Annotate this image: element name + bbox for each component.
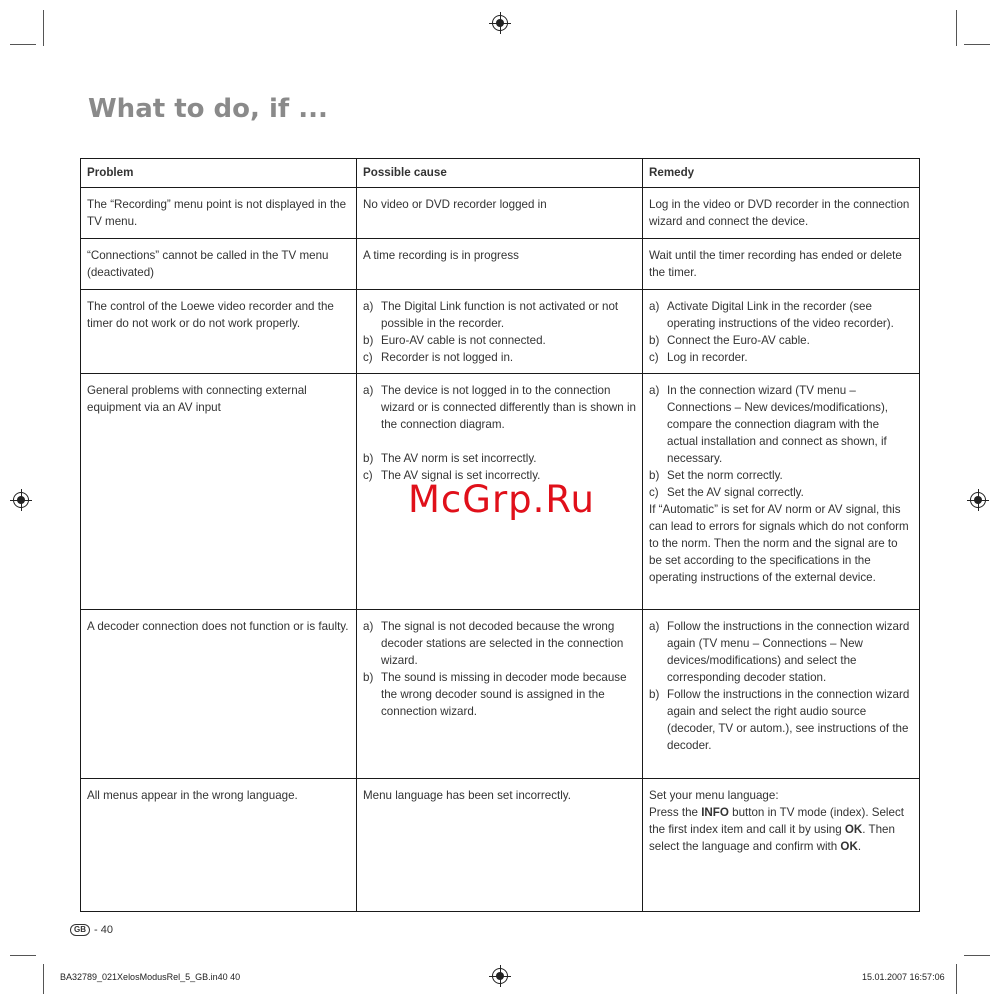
- list-marker: b): [363, 671, 374, 684]
- text-run: Press the: [649, 806, 702, 819]
- list-item: [363, 450, 636, 467]
- list-item: [363, 669, 636, 720]
- cause-cell: [357, 290, 643, 374]
- crop-mark: [43, 964, 44, 994]
- list-item: [649, 686, 913, 754]
- crop-mark: [10, 44, 36, 45]
- crop-mark: [43, 10, 44, 46]
- problem-cell: “Connections” cannot be called in the TV menu (deactivated): [81, 239, 357, 290]
- list-marker: c): [363, 469, 373, 482]
- list-text: Follow the instructions in the connection wizard again (TV menu – Connections – New devices/modifications) and select the corresponding decoder station.: [667, 620, 910, 684]
- text-run: . Then select the language and confirm with: [649, 823, 895, 853]
- table-row: [81, 188, 920, 239]
- list-text: The AV signal is set incorrectly.: [381, 469, 541, 482]
- list-text: The AV norm is set incorrectly.: [381, 452, 537, 465]
- page-number-text: - 40: [94, 924, 113, 936]
- table-row: [81, 779, 920, 912]
- problem-cell: All menus appear in the wrong language.: [81, 779, 357, 912]
- remedy-cell: [643, 610, 920, 779]
- header-possible-cause: Possible cause: [357, 159, 643, 188]
- list-text: Set the AV signal correctly.: [667, 486, 804, 499]
- list-marker: a): [363, 384, 374, 397]
- remedy-cell: Log in the video or DVD recorder in the connection wizard and connect the device.: [643, 188, 920, 239]
- text-run: .: [857, 840, 862, 853]
- cause-cell: A time recording is in progress: [357, 239, 643, 290]
- remedy-line: Set your menu language:: [649, 789, 779, 802]
- list-marker: a): [363, 620, 374, 633]
- crop-mark: [964, 44, 990, 45]
- list-item: [363, 382, 636, 433]
- key-label: INFO: [701, 806, 729, 819]
- list-marker: b): [363, 334, 374, 347]
- list-text: Euro-AV cable is not connected.: [381, 334, 546, 347]
- crop-mark: [10, 955, 36, 956]
- remedy-cell: [643, 374, 920, 610]
- table-row: [81, 239, 920, 290]
- list-item: [649, 298, 913, 332]
- problem-cell: The control of the Loewe video recorder and the timer do not work or do not work properly.: [81, 290, 357, 374]
- list-marker: a): [649, 384, 660, 397]
- crop-mark: [956, 964, 957, 994]
- list-text: The Digital Link function is not activated or not possible in the recorder.: [381, 300, 619, 330]
- registration-mark-icon: [492, 968, 508, 984]
- list-item: [363, 618, 636, 669]
- list-text: Set the norm correctly.: [667, 469, 783, 482]
- list-text: In the connection wizard (TV menu – Connections – New devices/modifications), compare the connection diagram with the actual installation and connect as shown, if necessary.: [667, 384, 889, 465]
- list-item: [649, 332, 913, 349]
- list-item: [363, 332, 636, 349]
- watermark: McGrp.Ru: [408, 478, 595, 521]
- list-marker: a): [649, 300, 660, 313]
- cause-list: [363, 618, 636, 720]
- list-item: [363, 349, 636, 366]
- cause-list: [363, 298, 636, 366]
- remedy-cell: [643, 290, 920, 374]
- list-marker: a): [363, 300, 374, 313]
- remedy-note: If “Automatic” is set for AV norm or AV signal, this can lead to errors for signals which do not conform to the norm. Then the norm and the signal are to be set according to the specifications in the operating instructions of the external device.: [649, 503, 909, 584]
- list-text: Connect the Euro-AV cable.: [667, 334, 810, 347]
- list-item: [649, 467, 913, 484]
- list-text: The signal is not decoded because the wrong decoder stations are selected in the connection wizard.: [381, 620, 624, 667]
- list-text: Log in recorder.: [667, 351, 748, 364]
- registration-mark-icon: [970, 492, 986, 508]
- list-text: Activate Digital Link in the recorder (see operating instructions of the video recorder).: [667, 300, 894, 330]
- header-remedy: Remedy: [643, 159, 920, 188]
- list-marker: c): [649, 486, 659, 499]
- key-label: OK: [840, 840, 858, 853]
- list-text: Follow the instructions in the connection wizard again and select the right audio source (decoder, TV or autom.), see instructions of the decoder.: [667, 688, 910, 752]
- list-item: [649, 618, 913, 686]
- remedy-cell: Wait until the timer recording has ended or delete the timer.: [643, 239, 920, 290]
- registration-mark-icon: [492, 15, 508, 31]
- crop-mark: [956, 10, 957, 46]
- troubleshooting-table: [80, 158, 920, 912]
- country-badge: GB: [70, 924, 90, 936]
- table-row: [81, 610, 920, 779]
- registration-mark-icon: [13, 492, 29, 508]
- cause-cell: No video or DVD recorder logged in: [357, 188, 643, 239]
- problem-cell: The “Recording” menu point is not displayed in the TV menu.: [81, 188, 357, 239]
- table-row: [81, 290, 920, 374]
- list-marker: b): [649, 469, 660, 482]
- problem-cell: General problems with connecting external equipment via an AV input: [81, 374, 357, 610]
- list-marker: c): [363, 351, 373, 364]
- list-item: [649, 382, 913, 467]
- list-marker: b): [649, 688, 660, 701]
- list-marker: a): [649, 620, 660, 633]
- list-marker: b): [649, 334, 660, 347]
- file-slug: BA32789_021XelosModusRel_5_GB.in40 40: [60, 972, 241, 982]
- cause-list: [363, 382, 636, 484]
- page-number: [70, 924, 113, 936]
- remedy-instructions: [649, 804, 913, 855]
- remedy-list: [649, 382, 913, 501]
- crop-mark: [964, 955, 990, 956]
- header-problem: Problem: [81, 159, 357, 188]
- list-marker: b): [363, 452, 374, 465]
- text-run: button in TV mode (index). Select the first index item and call it by using: [649, 806, 904, 836]
- cause-cell: Menu language has been set incorrectly.: [357, 779, 643, 912]
- key-label: OK: [844, 823, 863, 836]
- table-header-row: [81, 159, 920, 188]
- cause-cell: [357, 610, 643, 779]
- list-text: Recorder is not logged in.: [381, 351, 514, 364]
- remedy-cell: [643, 779, 920, 912]
- list-item: [363, 298, 636, 332]
- list-item: [649, 349, 913, 366]
- date-slug: 15.01.2007 16:57:06: [862, 972, 945, 982]
- problem-cell: A decoder connection does not function or is faulty.: [81, 610, 357, 779]
- page-title: What to do, if ...: [88, 94, 328, 124]
- list-marker: c): [649, 351, 659, 364]
- list-text: The device is not logged in to the connection wizard or is connected differently than is shown in the connection diagram.: [381, 384, 636, 431]
- list-text: The sound is missing in decoder mode because the wrong decoder sound is assigned in the connection wizard.: [381, 671, 627, 718]
- remedy-list: [649, 618, 913, 754]
- remedy-list: [649, 298, 913, 366]
- list-item: [649, 484, 913, 501]
